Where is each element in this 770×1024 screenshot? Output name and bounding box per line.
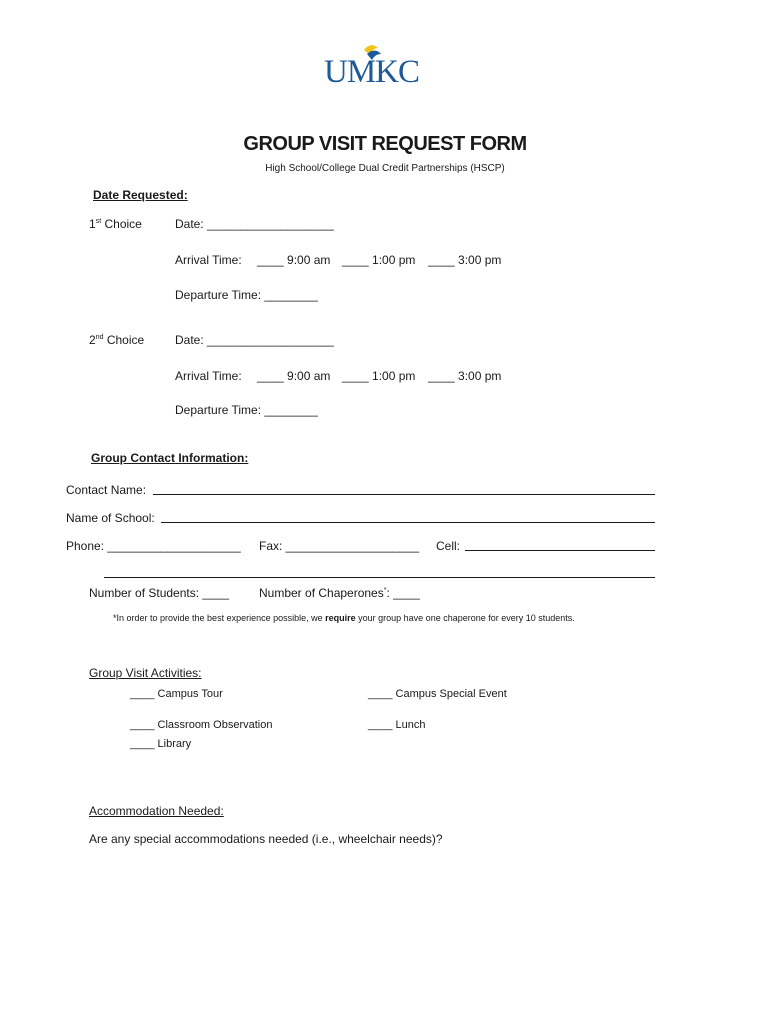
date-requested-heading: Date Requested: bbox=[93, 188, 188, 202]
first-arrival-label: Arrival Time: bbox=[175, 253, 242, 267]
activity-campus-special-event[interactable]: ____ Campus Special Event bbox=[368, 688, 507, 700]
activities-heading: Group Visit Activities: bbox=[89, 666, 202, 680]
first-arrival-3pm[interactable]: ____ 3:00 pm bbox=[428, 253, 502, 267]
accommodation-question: Are any special accommodations needed (i.e., wheelchair needs)? bbox=[89, 832, 443, 846]
second-choice-date-field[interactable]: Date: ___________________ bbox=[175, 333, 334, 347]
students-count-field[interactable]: Number of Students: ____ bbox=[89, 586, 230, 600]
chaperone-note: *In order to provide the best experience possible, we require your group have one chaperone for every 10 students. bbox=[113, 613, 575, 623]
first-departure-field[interactable]: Departure Time: ________ bbox=[175, 288, 318, 302]
first-choice-label: 1st Choice bbox=[89, 217, 142, 231]
extra-contact-line[interactable] bbox=[104, 577, 655, 578]
contact-heading: Group Contact Information: bbox=[91, 451, 249, 465]
first-arrival-9am[interactable]: ____ 9:00 am bbox=[257, 253, 331, 267]
second-choice-label: 2nd Choice bbox=[89, 333, 145, 347]
second-departure-field[interactable]: Departure Time: ________ bbox=[175, 403, 318, 417]
second-arrival-9am[interactable]: ____ 9:00 am bbox=[257, 369, 331, 383]
school-name-line[interactable] bbox=[161, 522, 655, 523]
first-arrival-1pm[interactable]: ____ 1:00 pm bbox=[342, 253, 416, 267]
school-name-label: Name of School: bbox=[66, 511, 155, 525]
activity-library[interactable]: ____ Library bbox=[130, 738, 192, 750]
contact-name-line[interactable] bbox=[153, 494, 655, 495]
phone-field[interactable]: Phone: ____________________ bbox=[66, 539, 241, 553]
form-title: GROUP VISIT REQUEST FORM bbox=[243, 133, 527, 155]
contact-name-label: Contact Name: bbox=[66, 483, 147, 497]
logo-wordmark: UMKC bbox=[324, 54, 420, 90]
second-arrival-label: Arrival Time: bbox=[175, 369, 242, 383]
form-subtitle: High School/College Dual Credit Partnerships (HSCP) bbox=[265, 163, 505, 174]
second-arrival-3pm[interactable]: ____ 3:00 pm bbox=[428, 369, 502, 383]
activity-lunch[interactable]: ____ Lunch bbox=[368, 719, 426, 731]
fax-field[interactable]: Fax: ____________________ bbox=[259, 539, 420, 553]
second-arrival-1pm[interactable]: ____ 1:00 pm bbox=[342, 369, 416, 383]
umkc-logo bbox=[320, 42, 430, 94]
cell-line[interactable] bbox=[465, 550, 655, 551]
chaperones-count-field[interactable]: Number of Chaperones*: ____ bbox=[259, 586, 420, 600]
cell-label: Cell: bbox=[436, 539, 461, 553]
activity-campus-tour[interactable]: ____ Campus Tour bbox=[130, 688, 223, 700]
first-choice-date-field[interactable]: Date: ___________________ bbox=[175, 217, 334, 231]
accommodation-heading: Accommodation Needed: bbox=[89, 804, 224, 818]
activity-classroom-observation[interactable]: ____ Classroom Observation bbox=[130, 719, 273, 731]
